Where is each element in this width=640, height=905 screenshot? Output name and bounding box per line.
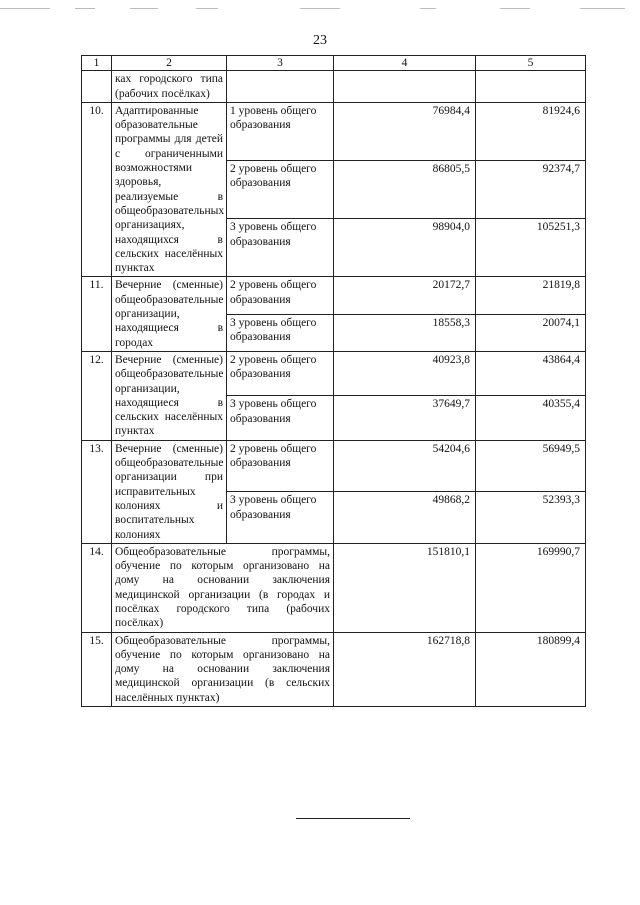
level-cell: 3 уровень общего образования xyxy=(227,492,334,544)
value-col4: 98904,0 xyxy=(334,219,476,277)
row-description: Общеобразовательные программы, обучение по которым организовано на дому на основании заключения медицинской организации (в городах и посёлках городского типа (рабочих посёлках) xyxy=(112,543,334,632)
level-cell: 2 уровень общего образования xyxy=(227,161,334,219)
table-header-row xyxy=(82,56,586,71)
level-cell xyxy=(227,71,334,103)
value-col5: 105251,3 xyxy=(476,219,586,277)
level-cell: 1 уровень общего образования xyxy=(227,102,334,160)
level-cell: 2 уровень общего образования xyxy=(227,351,334,395)
scan-artifacts xyxy=(0,8,640,10)
table-row xyxy=(82,543,586,632)
value-col4: 151810,1 xyxy=(334,543,476,632)
value-col4: 49868,2 xyxy=(334,492,476,544)
value-cell xyxy=(476,71,586,103)
row-description: Вечерние (сменные) общеобразовательные организации, находящиеся в сельских населённых пунктах xyxy=(112,351,227,440)
value-col5: 20074,1 xyxy=(476,314,586,351)
table-row xyxy=(82,277,586,314)
row-description: ках городского типа (рабочих посёлках) xyxy=(112,71,227,103)
column-header: 2 xyxy=(112,56,227,71)
table-row xyxy=(82,632,586,706)
row-index: 12. xyxy=(82,351,112,440)
row-index: 10. xyxy=(82,102,112,277)
level-cell: 3 уровень общего образования xyxy=(227,396,334,440)
table-row xyxy=(82,102,586,160)
value-col5: 21819,8 xyxy=(476,277,586,314)
value-col5: 43864,4 xyxy=(476,351,586,395)
data-table xyxy=(81,55,586,707)
row-description: Вечерние (сменные) общеобразовательные организации при исправительных колониях и воспитательных колониях xyxy=(112,440,227,543)
row-index: 15. xyxy=(82,632,112,706)
value-col5: 81924,6 xyxy=(476,102,586,160)
value-col4: 40923,8 xyxy=(334,351,476,395)
row-description: Общеобразовательные программы, обучение по которым организовано на дому на основании заключения медицинской организации (в сельских населённых пунктах) xyxy=(112,632,334,706)
value-cell xyxy=(334,71,476,103)
value-col5: 52393,3 xyxy=(476,492,586,544)
column-header: 4 xyxy=(334,56,476,71)
continuation-row xyxy=(82,71,586,103)
value-col4: 86805,5 xyxy=(334,161,476,219)
row-description: Вечерние (сменные) общеобразовательные организации, находящиеся в городах xyxy=(112,277,227,351)
level-cell: 2 уровень общего образования xyxy=(227,277,334,314)
value-col5: 56949,5 xyxy=(476,440,586,492)
table-row xyxy=(82,351,586,395)
value-col4: 54204,6 xyxy=(334,440,476,492)
value-col4: 76984,4 xyxy=(334,102,476,160)
value-col4: 18558,3 xyxy=(334,314,476,351)
row-index: 11. xyxy=(82,277,112,351)
value-col4: 37649,7 xyxy=(334,396,476,440)
value-col4: 20172,7 xyxy=(334,277,476,314)
value-col5: 180899,4 xyxy=(476,632,586,706)
table-row xyxy=(82,440,586,492)
footer-divider xyxy=(296,818,410,819)
level-cell: 3 уровень общего образования xyxy=(227,219,334,277)
value-col4: 162718,8 xyxy=(334,632,476,706)
row-index-cell xyxy=(82,71,112,103)
column-header: 1 xyxy=(82,56,112,71)
level-cell: 3 уровень общего образования xyxy=(227,314,334,351)
row-index: 14. xyxy=(82,543,112,632)
column-header: 5 xyxy=(476,56,586,71)
row-description: Адаптированные образовательные программы для детей с ограниченными возможностями здоровья, реализуемые в общеобразовательных организациях, находящихся в сельских населённых пунктах xyxy=(112,102,227,277)
row-index: 13. xyxy=(82,440,112,543)
level-cell: 2 уровень общего образования xyxy=(227,440,334,492)
column-header: 3 xyxy=(227,56,334,71)
value-col5: 92374,7 xyxy=(476,161,586,219)
value-col5: 40355,4 xyxy=(476,396,586,440)
page-number: 23 xyxy=(313,33,327,48)
value-col5: 169990,7 xyxy=(476,543,586,632)
